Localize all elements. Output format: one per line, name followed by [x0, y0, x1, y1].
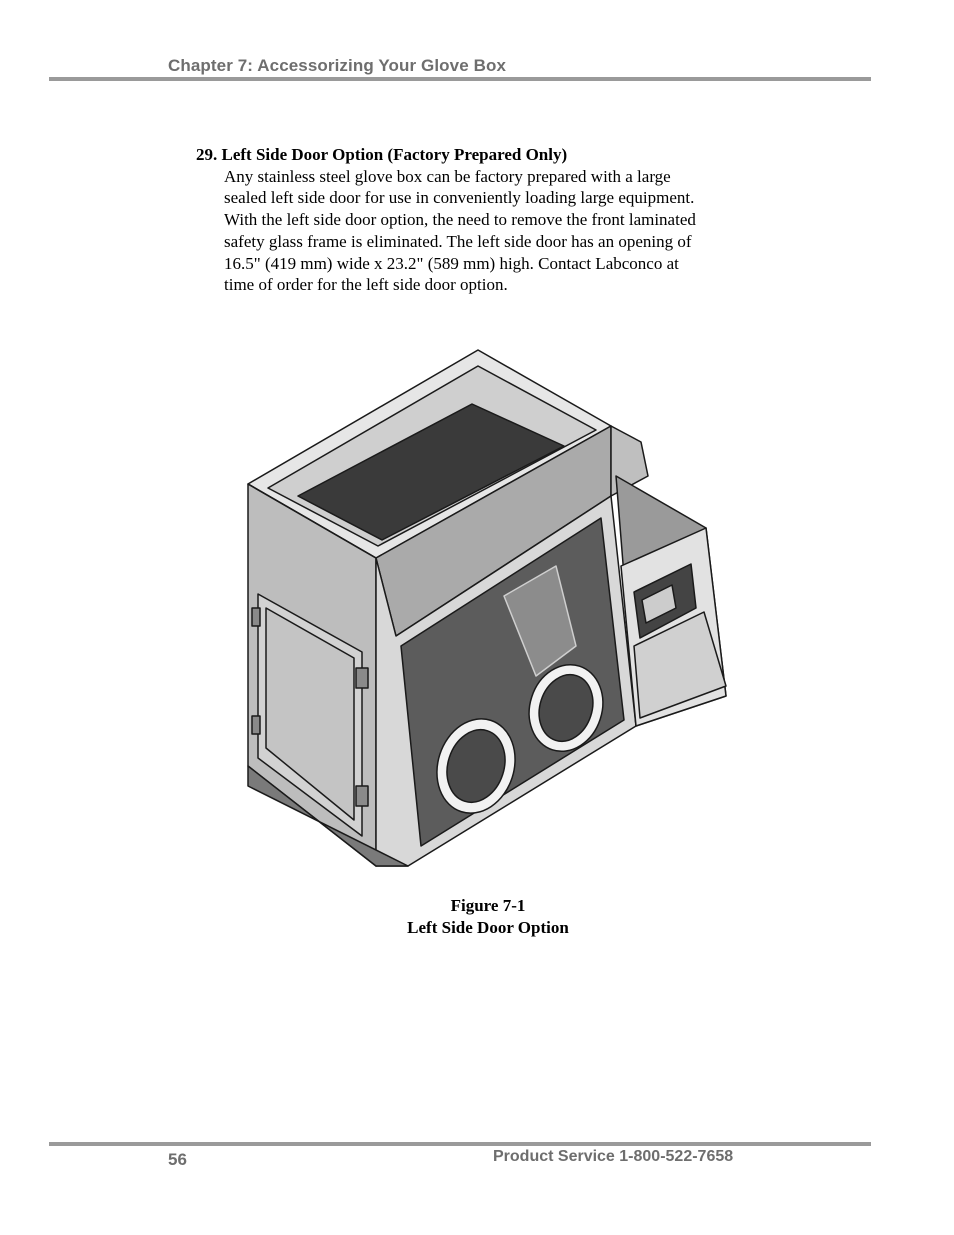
figure-title: Left Side Door Option: [407, 918, 569, 937]
chapter-header: Chapter 7: Accessorizing Your Glove Box: [168, 56, 507, 75]
section-heading: 29. Left Side Door Option (Factory Prepared Only): [196, 145, 568, 164]
body-line: 16.5" (419 mm) wide x 23.2" (589 mm) high. Contact Labconco at: [224, 253, 679, 273]
body-line: With the left side door option, the need to remove the front laminated: [224, 210, 696, 230]
product-service-line: Product Service 1-800-522-7658: [493, 1148, 734, 1165]
glove-box-illustration: [236, 346, 736, 872]
section-29: [196, 144, 766, 296]
body-line: Any stainless steel glove box can be factory prepared with a large: [224, 166, 671, 186]
body-line: sealed left side door for use in conveniently loading large equipment.: [224, 188, 695, 208]
footer-divider: [49, 1142, 871, 1146]
header-divider: [49, 77, 871, 81]
figure-number: Figure 7-1: [450, 896, 526, 915]
body-line: time of order for the left side door option.: [224, 275, 508, 295]
section-body: [196, 166, 766, 296]
page-number: 56: [168, 1150, 187, 1169]
body-line: safety glass frame is eliminated. The left side door has an opening of: [224, 231, 692, 251]
